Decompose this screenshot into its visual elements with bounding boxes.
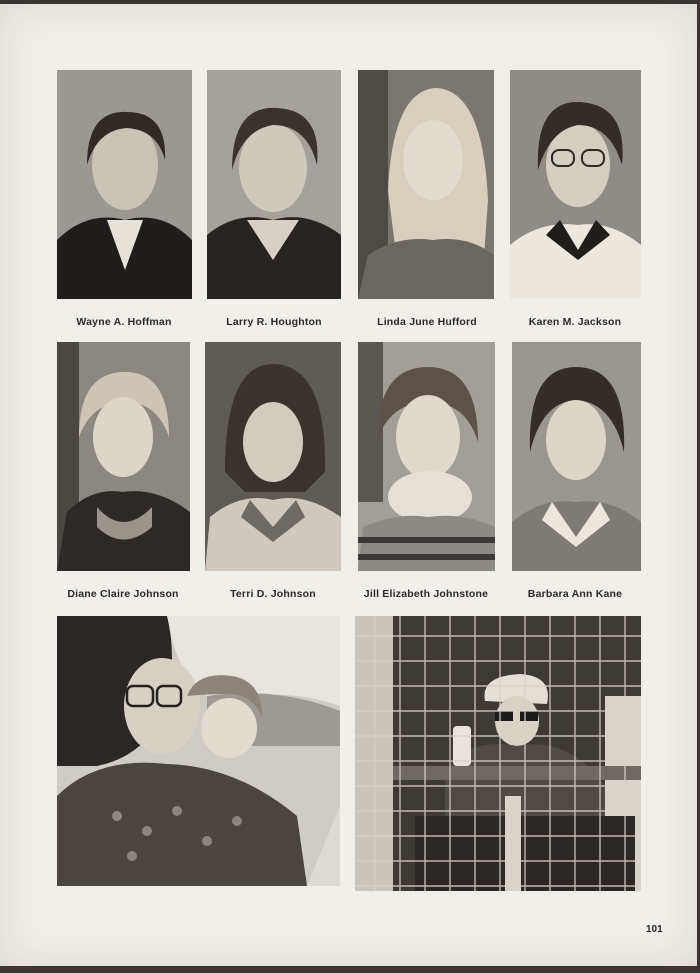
portrait-caption-1: Wayne A. Hoffman xyxy=(76,316,172,328)
portrait-caption-7: Jill Elizabeth Johnstone xyxy=(363,588,489,600)
portrait-caption-2: Larry R. Houghton xyxy=(226,316,322,328)
portrait-caption-4: Karen M. Jackson xyxy=(528,316,622,328)
portrait-photo-5 xyxy=(57,342,190,571)
portrait-caption-6: Terri D. Johnson xyxy=(230,588,316,600)
portrait-photo-8 xyxy=(512,342,641,571)
portrait-caption-5: Diane Claire Johnson xyxy=(67,588,179,600)
portrait-caption-8: Barbara Ann Kane xyxy=(527,588,623,600)
yearbook-page xyxy=(0,4,697,966)
portrait-photo-3 xyxy=(358,70,494,299)
portrait-caption-3: Linda June Hufford xyxy=(377,316,477,328)
portrait-photo-6 xyxy=(205,342,341,571)
portrait-photo-4 xyxy=(510,70,641,299)
page-number: 101 xyxy=(646,924,663,935)
candid-photo-car xyxy=(57,616,340,886)
portrait-photo-2 xyxy=(207,70,341,299)
portrait-photo-7 xyxy=(358,342,495,571)
portrait-photo-1 xyxy=(57,70,192,299)
candid-photo-fence xyxy=(355,616,641,891)
